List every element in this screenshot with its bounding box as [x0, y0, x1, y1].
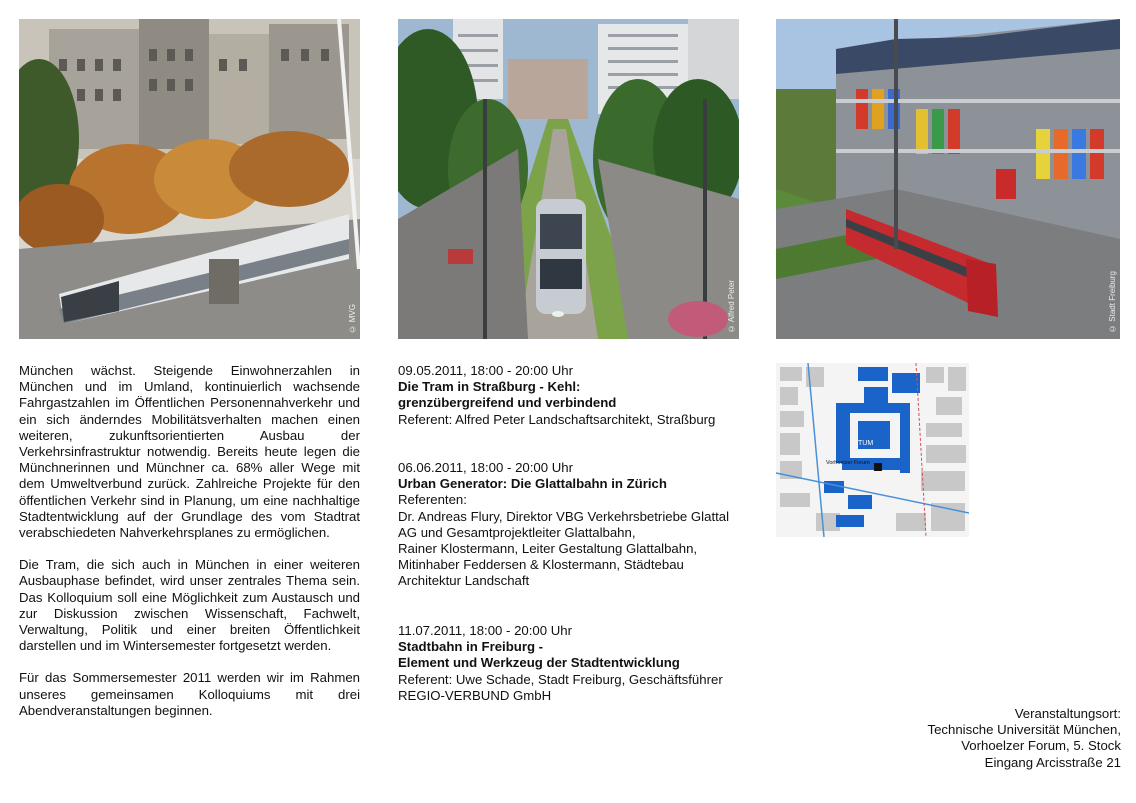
event-date: 06.06.2011, 18:00 - 20:00 Uhr	[398, 460, 573, 475]
location-map	[776, 363, 969, 537]
photo-credit: © Stadt Freiburg	[1108, 271, 1117, 333]
event-title: Stadtbahn in Freiburg -	[398, 639, 544, 655]
venue-line: Vorhoelzer Forum, 5. Stock	[961, 738, 1121, 754]
map-label-forum: Vorhoelzer Forum	[826, 460, 870, 466]
event-date: 11.07.2011, 18:00 - 20:00 Uhr	[398, 623, 573, 638]
photo-credit: © Alfred Peter	[727, 279, 736, 333]
photo-freiburg-tram	[776, 19, 1120, 339]
venue-info	[927, 706, 1121, 771]
venue-heading: Veranstaltungsort:	[1014, 706, 1121, 721]
intro-paragraph: Die Tram, die sich auch in München in einer weiteren Ausbauphase befindet, wird unser zentrales Thema sein. Das Kolloquium soll eine Möglichkeit zum Austausch und zur Diskussion zwischen Wissenschaft, Fachwelt, Verwaltung, Politik und einer breiten Öffentlichkeit darstellen und im Wintersemester fortgesetzt werden.	[19, 557, 360, 654]
event-title: Urban Generator: Die Glattalbahn in Zürich	[398, 476, 667, 492]
event-speaker: Referent: Uwe Schade, Stadt Freiburg, Geschäftsführer REGIO-VERBUND GmbH	[398, 671, 723, 703]
intro-paragraph: München wächst. Steigende Einwohnerzahlen in München und im Umland, kontinuierlich wachsende Fahrgastzahlen im Öffentlichen Personennahverkehr und ein sich änderndes Mobilitätsverhalten machen einen weiteren, zukunftsorientierten Ausbau der Verkehrsinfrastruktur notwendig. Bereits heute legen die Münchnerinnen und Münchner ca. 68% aller Wege mit dem Umweltverbund zurück. Zahlreiche Projekte für den öffentlichen Verkehr sind in Planung, um eine nachhaltige Stadtentwicklung auf der Grundlage des vom Stadtrat verabschiedeten Nahverkehrsplanes zu ermöglichen.	[19, 363, 360, 541]
photo-strasbourg-square	[19, 19, 360, 339]
map-label-tum: TUM	[858, 440, 874, 447]
photo-tram-boulevard	[398, 19, 739, 339]
event-speaker: Referenten:	[398, 492, 467, 508]
venue-line: Eingang Arcisstraße 21	[984, 754, 1121, 770]
intro-paragraph: Für das Sommersemester 2011 werden wir im Rahmen unseres gemeinsamen Kolloquiums mit drei Abendveranstaltungen beginnen.	[19, 670, 360, 718]
venue-line: Technische Universität München,	[927, 722, 1121, 738]
event-speaker: Dr. Andreas Flury, Direktor VBG Verkehrsbetriebe Glattal AG und Gesamtprojektleiter Glattalbahn,	[398, 508, 730, 540]
event-title: Element und Werkzeug der Stadtentwicklung	[398, 655, 680, 671]
intro-text	[19, 363, 360, 735]
event-speaker: Referent: Alfred Peter Landschaftsarchitekt, Straßburg	[398, 411, 716, 427]
event-speaker: Rainer Klostermann, Leiter Gestaltung Glattalbahn, Mitinhaber Feddersen & Klostermann, Städtebau Architektur Landschaft	[398, 541, 698, 589]
event-title: grenzübergreifend und verbindend	[398, 395, 617, 411]
event-item	[398, 363, 739, 428]
event-date: 09.05.2011, 18:00 - 20:00 Uhr	[398, 363, 573, 378]
event-item	[398, 460, 739, 590]
event-item	[398, 623, 739, 704]
event-title: Die Tram in Straßburg - Kehl:	[398, 379, 581, 395]
photo-credit: © MVG	[348, 303, 357, 333]
